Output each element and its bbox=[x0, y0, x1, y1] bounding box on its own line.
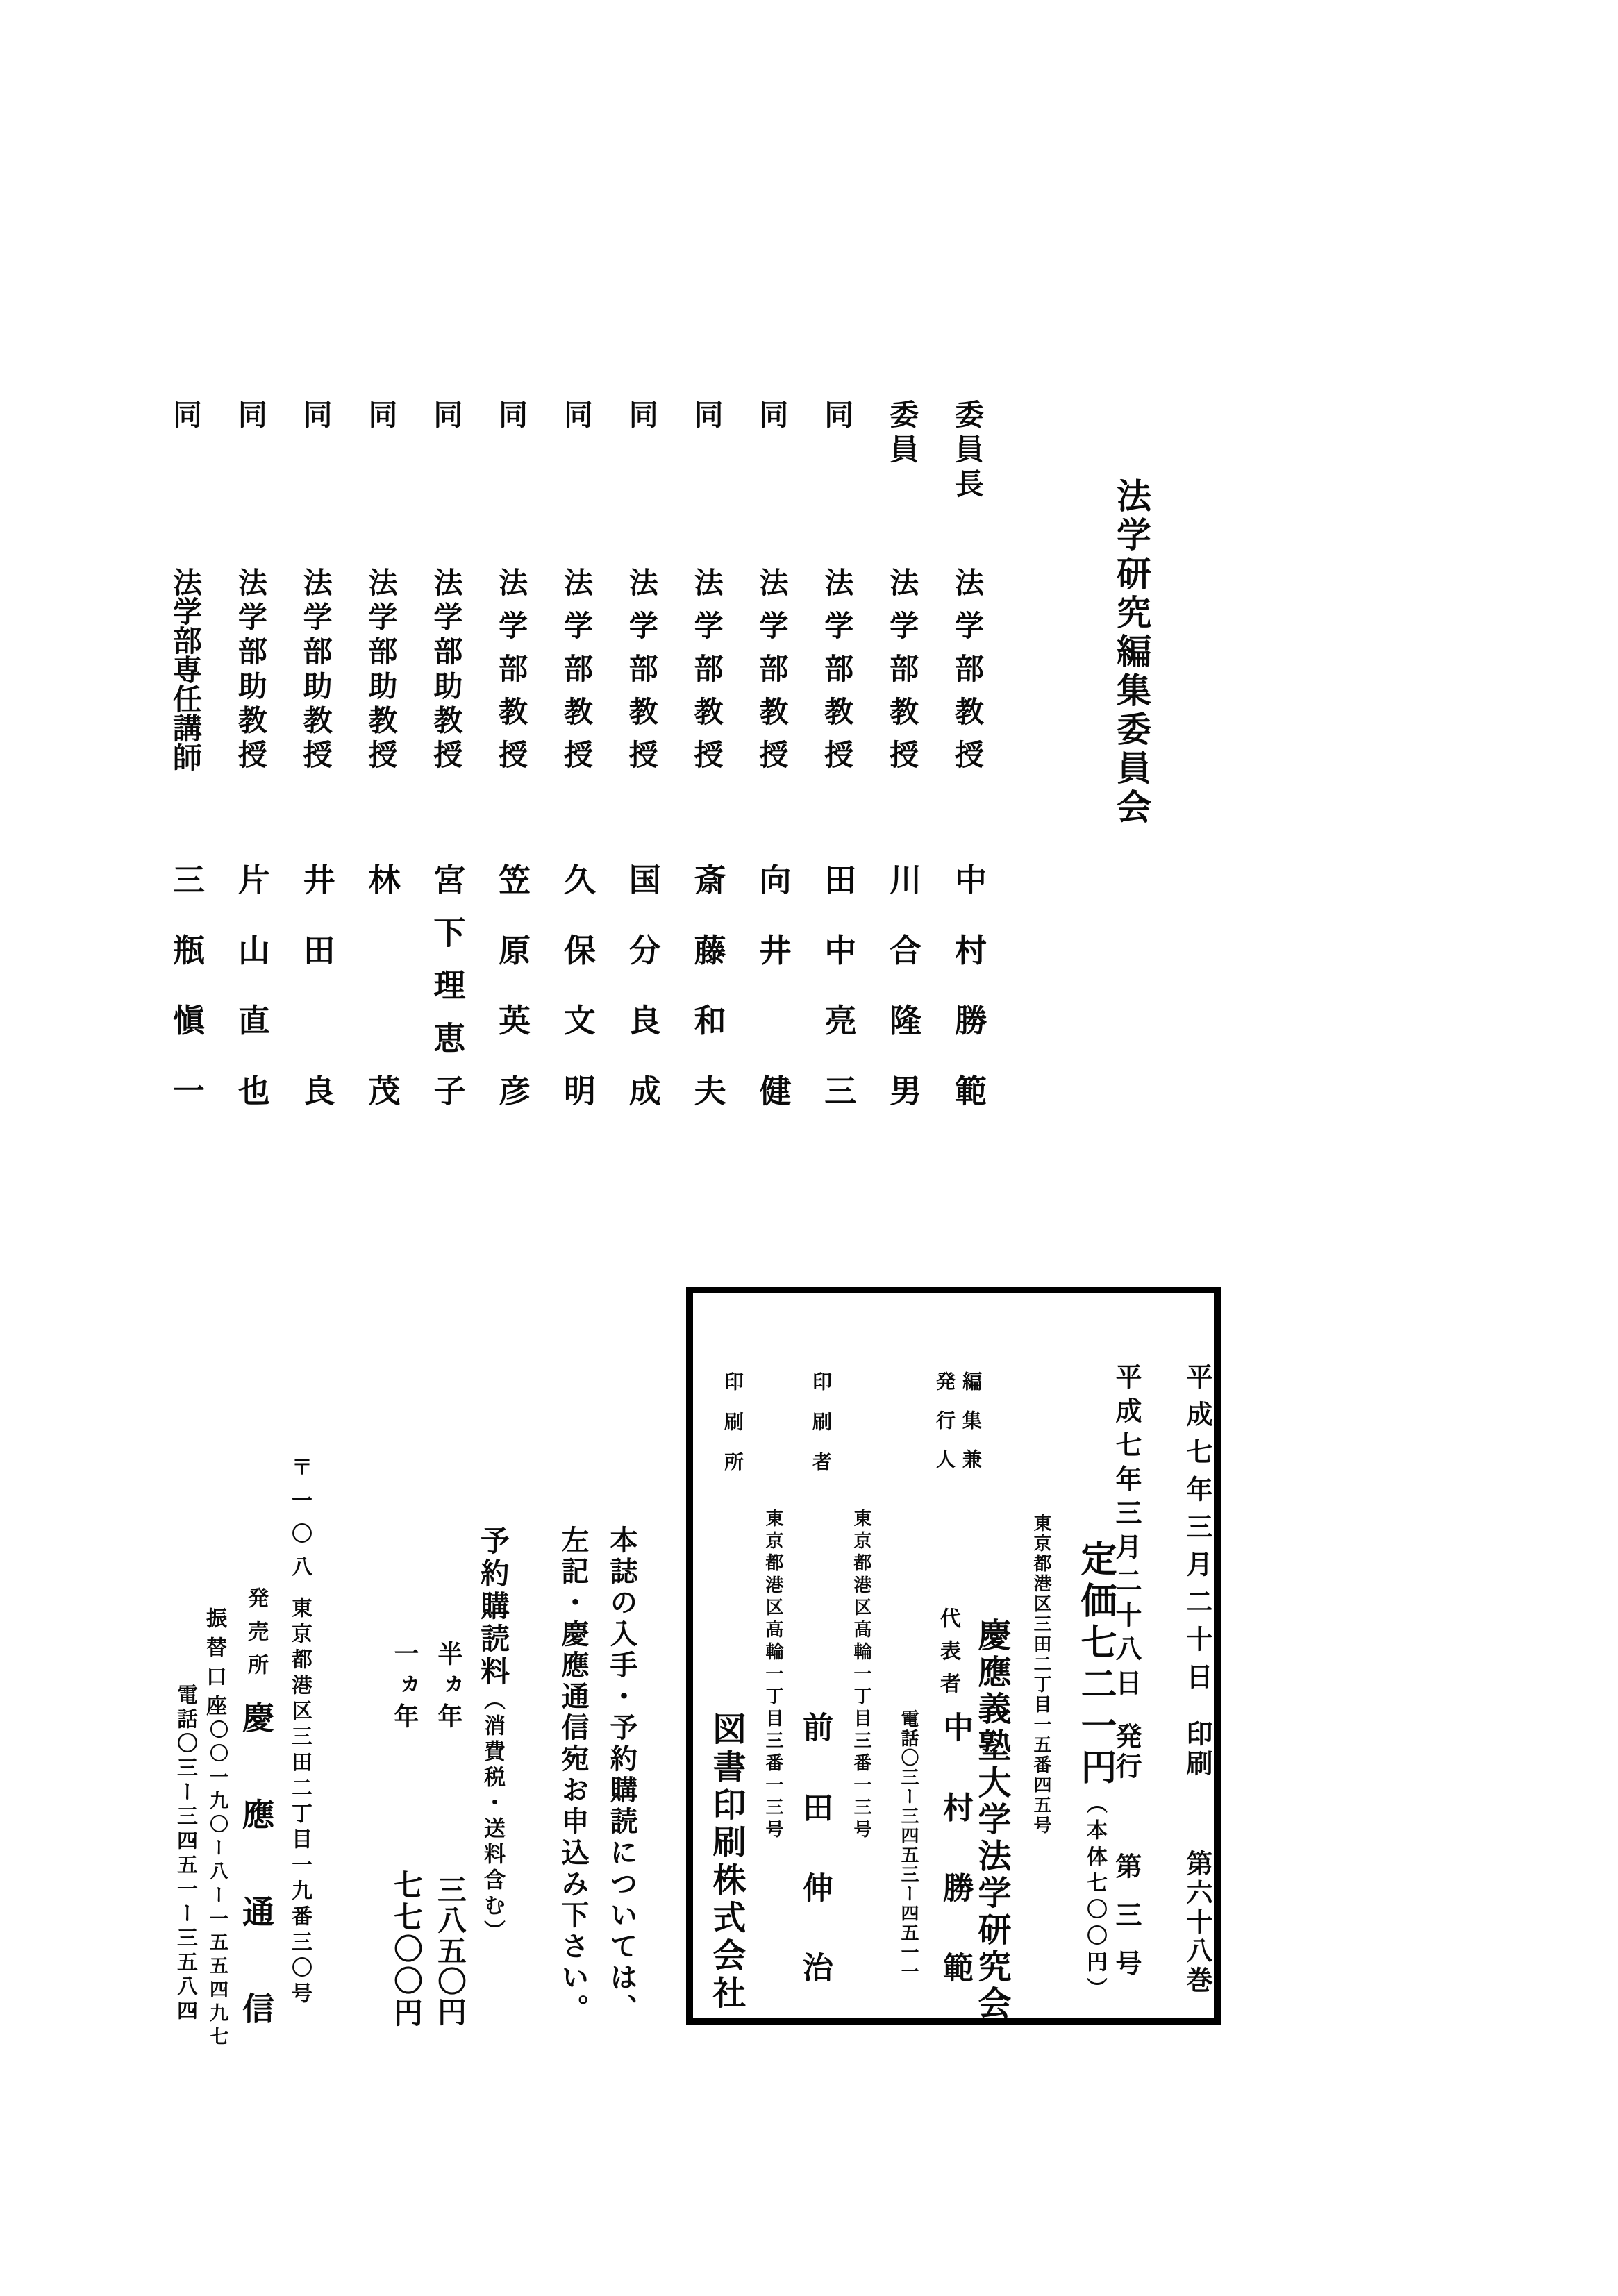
volume-number: 第六十八巻 bbox=[1182, 1850, 1211, 1995]
committee-member-column bbox=[431, 399, 464, 1177]
member-name: 田中亮三 bbox=[820, 863, 856, 1145]
member-role: 同 bbox=[820, 399, 853, 434]
member-role: 同 bbox=[299, 399, 331, 434]
member-title: 法学部教授 bbox=[624, 567, 657, 782]
member-title: 法学部助教授 bbox=[299, 567, 331, 774]
member-name: 国分良成 bbox=[624, 863, 660, 1145]
issued-date-column bbox=[1112, 1363, 1139, 1998]
seller-postal-address-column bbox=[289, 1456, 310, 2008]
member-name: 斎藤和夫 bbox=[690, 863, 726, 1145]
publisher-address: 東京都港区三田二丁目一五番四五号 bbox=[1031, 1514, 1051, 1836]
price-main: 定価七二一円 bbox=[1075, 1540, 1115, 1790]
committee-heading: 法学研究編集委員会 bbox=[1112, 478, 1151, 828]
member-title: 法学部教授 bbox=[950, 567, 983, 782]
member-role: 同 bbox=[494, 399, 527, 434]
one-year-label: 一ヵ年 bbox=[391, 1641, 419, 1734]
subscription-fee-label: 予約購読料 bbox=[476, 1525, 508, 1689]
member-role: 同 bbox=[624, 399, 657, 434]
member-name: 中村勝範 bbox=[950, 863, 986, 1145]
committee-member-column bbox=[496, 399, 529, 1177]
half-year-label: 半ヵ年 bbox=[435, 1641, 462, 1734]
committee-list bbox=[170, 399, 985, 1177]
member-name: 久保文明 bbox=[559, 863, 595, 1145]
subscription-fee-column bbox=[478, 1525, 507, 1945]
committee-member-column bbox=[756, 399, 790, 1177]
member-title: 法学部教授 bbox=[820, 567, 853, 782]
seller-postal-code: 〒一〇八 bbox=[288, 1456, 311, 1589]
member-role: 同 bbox=[690, 399, 722, 434]
member-role: 委員 bbox=[885, 399, 918, 469]
member-role: 同 bbox=[233, 399, 266, 434]
member-name: 笠原英彦 bbox=[494, 863, 531, 1145]
member-role: 同 bbox=[169, 399, 201, 434]
publisher-phone: 電話〇三ー三四五三ー四五一一 bbox=[899, 1709, 919, 1981]
printed-label: 印刷 bbox=[1182, 1719, 1211, 1779]
publisher-name: 慶應義塾大学法学研究会 bbox=[973, 1618, 1010, 2022]
committee-member-column bbox=[887, 399, 920, 1177]
seller-phone: 電話〇三ー三四五一ー三五八四 bbox=[174, 1684, 197, 2024]
price-note: （本体七〇〇円） bbox=[1083, 1793, 1106, 2004]
committee-member-column bbox=[235, 399, 269, 1177]
member-name: 三瓶愼一 bbox=[169, 863, 204, 1145]
committee-member-column bbox=[952, 399, 985, 1177]
committee-member-column bbox=[692, 399, 725, 1177]
member-role: 同 bbox=[364, 399, 397, 434]
member-name: 林 茂 bbox=[364, 863, 400, 1145]
issued-label: 発行 bbox=[1111, 1722, 1140, 1782]
member-name: 川合隆男 bbox=[885, 863, 921, 1145]
member-title: 法学部教授 bbox=[885, 567, 918, 782]
issued-date: 平成七年三月二十八日 bbox=[1111, 1363, 1140, 1703]
committee-member-column bbox=[821, 399, 855, 1177]
representative-label: 代表者 bbox=[937, 1607, 960, 1705]
printed-date-column bbox=[1183, 1363, 1210, 1995]
transfer-account-label: 振替口座 bbox=[203, 1607, 226, 1724]
printer-person-name: 前田伸治 bbox=[798, 1711, 832, 2032]
committee-member-column bbox=[626, 399, 660, 1177]
committee-member-column bbox=[301, 399, 334, 1177]
transfer-account-number: 〇〇一九〇ー八ー一五五四九七 bbox=[207, 1720, 228, 2050]
member-name: 井田 良 bbox=[299, 863, 335, 1145]
committee-member-column bbox=[170, 399, 203, 1177]
price-column bbox=[1075, 1540, 1115, 2004]
subscription-fee-note: （消費税・送料含む） bbox=[481, 1689, 505, 1945]
member-name: 片山直也 bbox=[233, 863, 269, 1145]
member-title: 法学部専任講師 bbox=[169, 567, 201, 771]
member-name: 宮下理恵子 bbox=[429, 863, 465, 1127]
member-title: 法学部教授 bbox=[494, 567, 527, 782]
seller-address: 東京都港区三田二丁目一九番三〇号 bbox=[288, 1597, 311, 2008]
member-role: 同 bbox=[429, 399, 462, 434]
member-title: 法学部教授 bbox=[755, 567, 787, 782]
member-role: 同 bbox=[559, 399, 592, 434]
issue-number: 第三号 bbox=[1111, 1852, 1140, 1998]
seller-name: 慶應通信 bbox=[238, 1701, 274, 2089]
member-role: 委員長 bbox=[950, 399, 983, 503]
publication-info-box bbox=[686, 1287, 1221, 2032]
committee-member-column bbox=[561, 399, 594, 1177]
printer-company-name: 図書印刷株式会社 bbox=[708, 1711, 744, 2013]
printed-date: 平成七年三月二十日 bbox=[1182, 1363, 1211, 1700]
printer-company-address: 東京都港区高輪一丁目三番一三号 bbox=[763, 1509, 783, 1842]
half-year-price: 三八五〇円 bbox=[433, 1875, 465, 2027]
member-name: 向井 健 bbox=[755, 863, 791, 1145]
printer-person-address: 東京都港区高輪一丁目三番一三号 bbox=[851, 1509, 871, 1842]
member-title: 法学部助教授 bbox=[364, 567, 397, 774]
member-title: 法学部教授 bbox=[690, 567, 722, 782]
subscription-note-line2: 左記・慶應通信宛お申込み下さい。 bbox=[558, 1525, 589, 2025]
member-title: 法学部教授 bbox=[559, 567, 592, 782]
printer-company-label: 印刷所 bbox=[722, 1371, 743, 1492]
representative-name: 中村勝範 bbox=[938, 1711, 972, 2032]
member-title: 法学部助教授 bbox=[233, 567, 266, 774]
member-role: 同 bbox=[755, 399, 787, 434]
editor-publisher-label-left: 発行人 bbox=[933, 1371, 955, 1488]
editor-publisher-label-right: 編集兼 bbox=[960, 1371, 981, 1488]
one-year-price: 七七〇〇円 bbox=[390, 1870, 422, 2029]
seller-label: 発売所 bbox=[244, 1587, 267, 1687]
committee-member-column bbox=[365, 399, 399, 1177]
subscription-note-line1: 本誌の入手・予約購読については、 bbox=[606, 1525, 637, 2025]
printer-person-label: 印刷者 bbox=[810, 1371, 831, 1492]
member-title: 法学部助教授 bbox=[429, 567, 462, 774]
